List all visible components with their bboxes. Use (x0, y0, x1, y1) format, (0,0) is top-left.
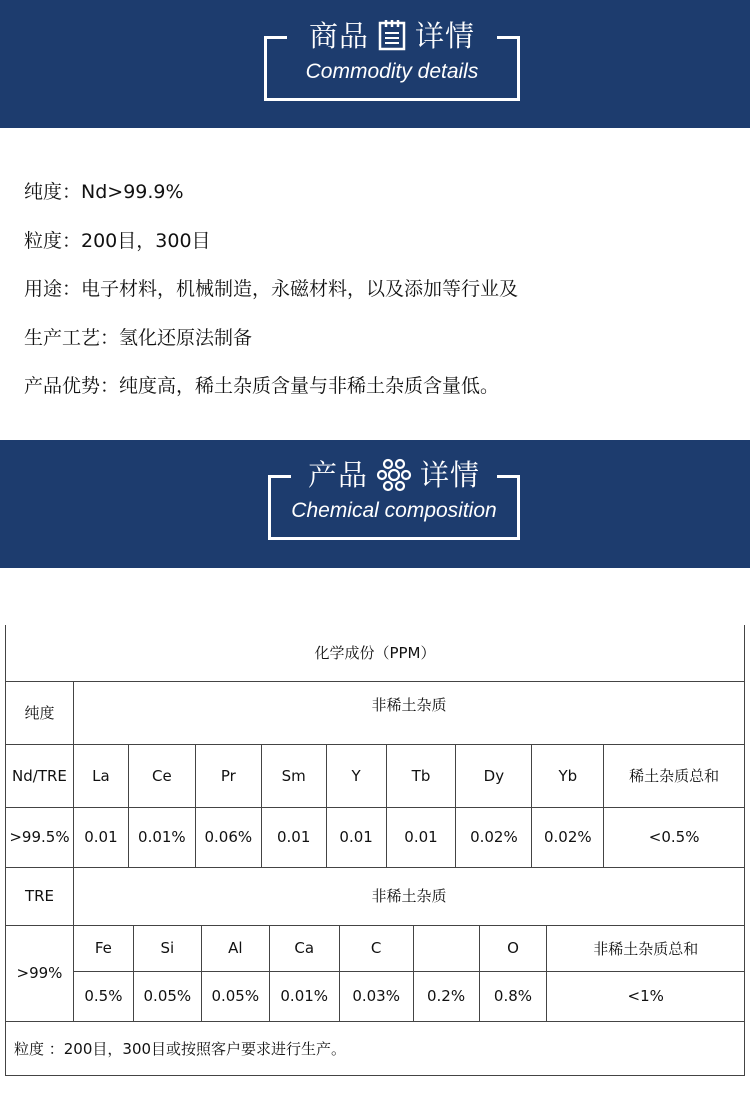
banner-subtitle: Chemical composition (291, 499, 497, 522)
re-value: 0.01 (326, 807, 386, 867)
banner-title-left: 产品 (307, 458, 368, 492)
purity-label: 纯度 (6, 681, 74, 744)
info-purity: 纯度：Nd>99.9% (24, 181, 184, 203)
non-re-element (413, 925, 479, 971)
re-value: 0.02% (456, 807, 532, 867)
re-element: Yb (532, 744, 604, 807)
non-re-element: Ca (269, 925, 339, 971)
re-element: Ce (128, 744, 195, 807)
composition-table (5, 625, 745, 868)
non-re-element: Al (201, 925, 269, 971)
banner-title-right: 详情 (415, 19, 476, 53)
non-re-header: 非稀土杂质 (73, 867, 744, 925)
non-re-value: 0.5% (73, 971, 133, 1021)
banner-title (267, 14, 517, 58)
re-element-row (6, 744, 745, 807)
re-element: Sm (261, 744, 326, 807)
info-granularity: 粒度：200目，300目 (24, 229, 211, 252)
composition-table-lower (5, 867, 745, 1076)
re-row-label: Nd/TRE (6, 744, 74, 807)
info-usage: 用途：电子材料，机械制造，永磁材料，以及添加等行业及 (24, 278, 519, 300)
banner-title-left: 商品 (308, 19, 369, 53)
banner-title (271, 453, 517, 499)
commodity-details-banner (0, 0, 750, 128)
info-process: 生产工艺：氢化还原法制备 (24, 326, 253, 349)
non-re-element: C (339, 925, 413, 971)
banner-subtitle: Commodity details (305, 60, 479, 83)
non-re-value-row (6, 971, 745, 1021)
info-advantage: 产品优势：纯度高，稀土杂质含量与非稀土杂质含量低。 (24, 375, 500, 397)
clipboard-icon (377, 19, 407, 58)
non-re-value: 0.01% (269, 971, 339, 1021)
re-value: 0.06% (195, 807, 261, 867)
re-element: Y (326, 744, 386, 807)
non-re-value: 0.05% (201, 971, 269, 1021)
molecule-icon (376, 456, 412, 499)
non-re-total-value: <1% (547, 971, 745, 1021)
re-element: Tb (386, 744, 456, 807)
non-re-value: 0.05% (133, 971, 201, 1021)
banner-frame (268, 458, 520, 540)
non-re-element: O (479, 925, 547, 971)
re-value: 0.01 (386, 807, 456, 867)
re-element: Dy (456, 744, 532, 807)
tre-label: TRE (6, 867, 74, 925)
re-value-row (6, 807, 745, 867)
non-re-element: Fe (73, 925, 133, 971)
non-re-value: 0.2% (413, 971, 479, 1021)
re-total-value: <0.5% (604, 807, 745, 867)
non-re-element: Si (133, 925, 201, 971)
re-value: 0.01% (128, 807, 195, 867)
re-value: 0.02% (532, 807, 604, 867)
banner-title-right: 详情 (420, 458, 481, 492)
re-element: La (73, 744, 128, 807)
non-re-total-label: 非稀土杂质总和 (547, 925, 745, 971)
table-caption: 化学成份（PPM） (6, 625, 745, 681)
re-element: Pr (195, 744, 261, 807)
product-info (24, 168, 518, 411)
table-footnote: 粒度 ：200目，300目或按照客户要求进行生产。 (6, 1021, 745, 1075)
non-re-element-row (6, 925, 745, 971)
re-value: 0.01 (261, 807, 326, 867)
non-re-value: 0.8% (479, 971, 547, 1021)
re-value: 0.01 (73, 807, 128, 867)
non-re-value: 0.03% (339, 971, 413, 1021)
re-total-label: 稀土杂质总和 (604, 744, 745, 807)
tre-value: >99% (6, 925, 74, 1021)
re-purity-value: >99.5% (6, 807, 74, 867)
banner-frame (264, 19, 520, 101)
re-impurity-header: 非稀土杂质 (73, 681, 744, 744)
